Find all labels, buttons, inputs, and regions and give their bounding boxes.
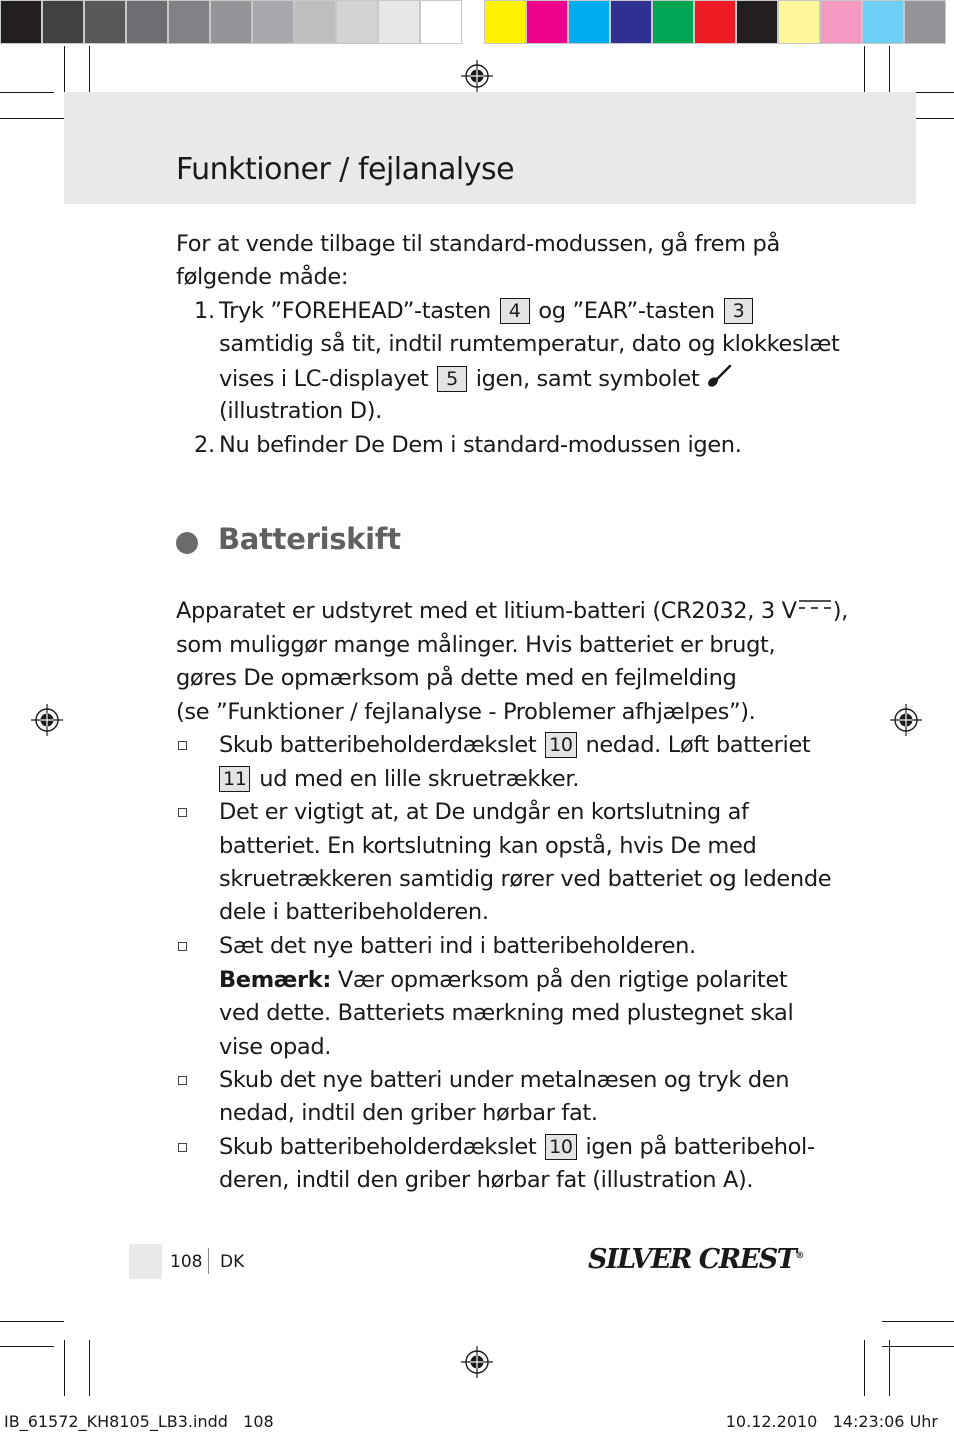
bullet-line: dele i batteribeholderen. <box>219 899 489 925</box>
section-bullet-icon <box>176 532 198 554</box>
part-ref-box: 10 <box>545 1134 576 1160</box>
bullet-line <box>219 964 787 998</box>
key-ref-box: 3 <box>724 298 754 324</box>
step-line <box>219 362 736 397</box>
note-label: Bemærk: <box>219 967 332 993</box>
bullet-line: vise opad. <box>219 1034 332 1060</box>
checkbox-bullet-icon <box>178 808 187 817</box>
color-swatch <box>126 0 168 44</box>
paragraph-line: som muliggør mange målinger. Hvis batteriet er brugt, <box>176 632 776 658</box>
registration-mark-icon <box>890 704 922 736</box>
process-color-bar <box>484 0 954 46</box>
bullet-text: Skub batteribeholderdækslet <box>219 732 537 758</box>
crop-mark <box>89 1340 90 1396</box>
color-swatch <box>568 0 610 44</box>
header-band <box>64 92 916 204</box>
key-ref-box: 5 <box>437 366 467 392</box>
crop-mark <box>882 1321 954 1322</box>
registration-mark-icon <box>31 704 63 736</box>
paragraph-line: (se ”Funktioner / fejlanalyse - Problemer afhjælpes”). <box>176 699 756 725</box>
bullet-line: skruetrækkeren samtidig rører ved batteriet og ledende <box>219 866 832 892</box>
bullet-line: Sæt det nye batteri ind i batteribeholderen. <box>219 933 696 959</box>
crop-mark <box>889 1340 890 1396</box>
paragraph-text: Apparatet er udstyret med et litium-batteri (CR2032, 3 V <box>176 598 797 624</box>
color-swatch <box>294 0 336 44</box>
crop-mark <box>64 1340 65 1396</box>
language-code: DK <box>220 1252 245 1272</box>
bullet-text: Skub batteribeholderdækslet <box>219 1134 537 1160</box>
color-swatch <box>652 0 694 44</box>
checkbox-bullet-icon <box>178 942 187 951</box>
grayscale-color-bar <box>0 0 470 46</box>
color-swatch <box>42 0 84 44</box>
color-swatch <box>526 0 568 44</box>
crop-mark <box>882 1346 954 1347</box>
bullet-line <box>219 1131 815 1165</box>
paragraph-text: ), <box>832 598 848 624</box>
bullet-line: ved dette. Batteriets mærkning med plustegnet skal <box>219 1000 794 1026</box>
thermometer-symbol-icon <box>706 362 736 388</box>
bullet-line: nedad, indtil den griber hørbar fat. <box>219 1100 598 1126</box>
page-number-tab <box>129 1244 162 1279</box>
intro-line: følgende måde: <box>176 264 349 290</box>
paragraph-line <box>176 595 848 629</box>
color-swatch <box>694 0 736 44</box>
color-swatch <box>0 0 42 44</box>
step-number: 1. <box>194 298 215 324</box>
bullet-line: Det er vigtigt at, at De undgår en kortslutning af <box>219 799 749 825</box>
page-number: 108 <box>170 1252 203 1272</box>
registration-mark-icon <box>461 1346 493 1378</box>
color-swatch <box>336 0 378 44</box>
color-swatch <box>378 0 420 44</box>
crop-mark <box>0 1321 64 1322</box>
intro-line: For at vende tilbage til standard-modussen, gå frem på <box>176 231 780 257</box>
color-swatch <box>778 0 820 44</box>
crop-mark <box>864 1340 865 1396</box>
step-text: vises i LC-displayet <box>219 366 429 392</box>
color-swatch <box>210 0 252 44</box>
color-swatch <box>736 0 778 44</box>
step-number: 2. <box>194 432 215 458</box>
color-swatch <box>84 0 126 44</box>
footer-divider <box>208 1248 209 1274</box>
brand-name: SILVER CREST <box>588 1244 796 1275</box>
key-ref-box: 4 <box>500 298 530 324</box>
color-swatch <box>168 0 210 44</box>
color-swatch <box>862 0 904 44</box>
crop-mark <box>0 92 54 93</box>
bullet-line <box>219 729 810 763</box>
bullet-text: Vær opmærksom på den rigtige polaritet <box>337 967 788 993</box>
checkbox-bullet-icon <box>178 1076 187 1085</box>
dc-symbol-icon <box>798 598 832 612</box>
brand-logo <box>588 1244 803 1275</box>
page-title: Funktioner / fejlanalyse <box>176 152 515 187</box>
bullet-text: ud med en lille skruetrækker. <box>259 766 580 792</box>
color-swatch <box>904 0 946 44</box>
bullet-line <box>219 763 579 797</box>
bullet-line: batteriet. En kortslutning kan opstå, hvis De med <box>219 833 757 859</box>
checkbox-bullet-icon <box>178 1143 187 1152</box>
color-swatch <box>484 0 526 44</box>
part-ref-box: 11 <box>219 766 250 792</box>
paragraph-line: gøres De opmærksom på dette med en fejlmelding <box>176 665 737 691</box>
bullet-text: nedad. Løft batteriet <box>585 732 811 758</box>
date-slug: 10.12.2010 14:23:06 Uhr <box>725 1412 938 1431</box>
crop-mark <box>0 1346 54 1347</box>
bullet-line: deren, indtil den griber hørbar fat (illustration A). <box>219 1167 754 1193</box>
step-text: Tryk ”FOREHEAD”-tasten <box>219 298 491 324</box>
registration-mark-icon <box>461 60 493 92</box>
bullet-text: igen på batteribehol- <box>585 1134 815 1160</box>
step-line <box>219 295 755 329</box>
section-heading: Batteriskift <box>218 522 401 556</box>
checkbox-bullet-icon <box>178 741 187 750</box>
color-swatch <box>820 0 862 44</box>
file-slug: IB_61572_KH8105_LB3.indd 108 <box>4 1412 274 1431</box>
color-swatch <box>420 0 462 44</box>
crop-mark <box>0 118 64 119</box>
color-swatch <box>252 0 294 44</box>
part-ref-box: 10 <box>545 732 576 758</box>
bullet-line: Skub det nye batteri under metalnæsen og tryk den <box>219 1067 790 1093</box>
registered-mark: ® <box>795 1251 803 1261</box>
step-line: (illustration D). <box>219 398 382 424</box>
step-text: og ”EAR”-tasten <box>538 298 715 324</box>
step-line: samtidig så tit, indtil rumtemperatur, dato og klokkeslæt <box>219 331 840 357</box>
color-swatch <box>610 0 652 44</box>
step-text: igen, samt symbolet <box>475 366 700 392</box>
step-line: Nu befinder De Dem i standard-modussen igen. <box>219 432 742 458</box>
